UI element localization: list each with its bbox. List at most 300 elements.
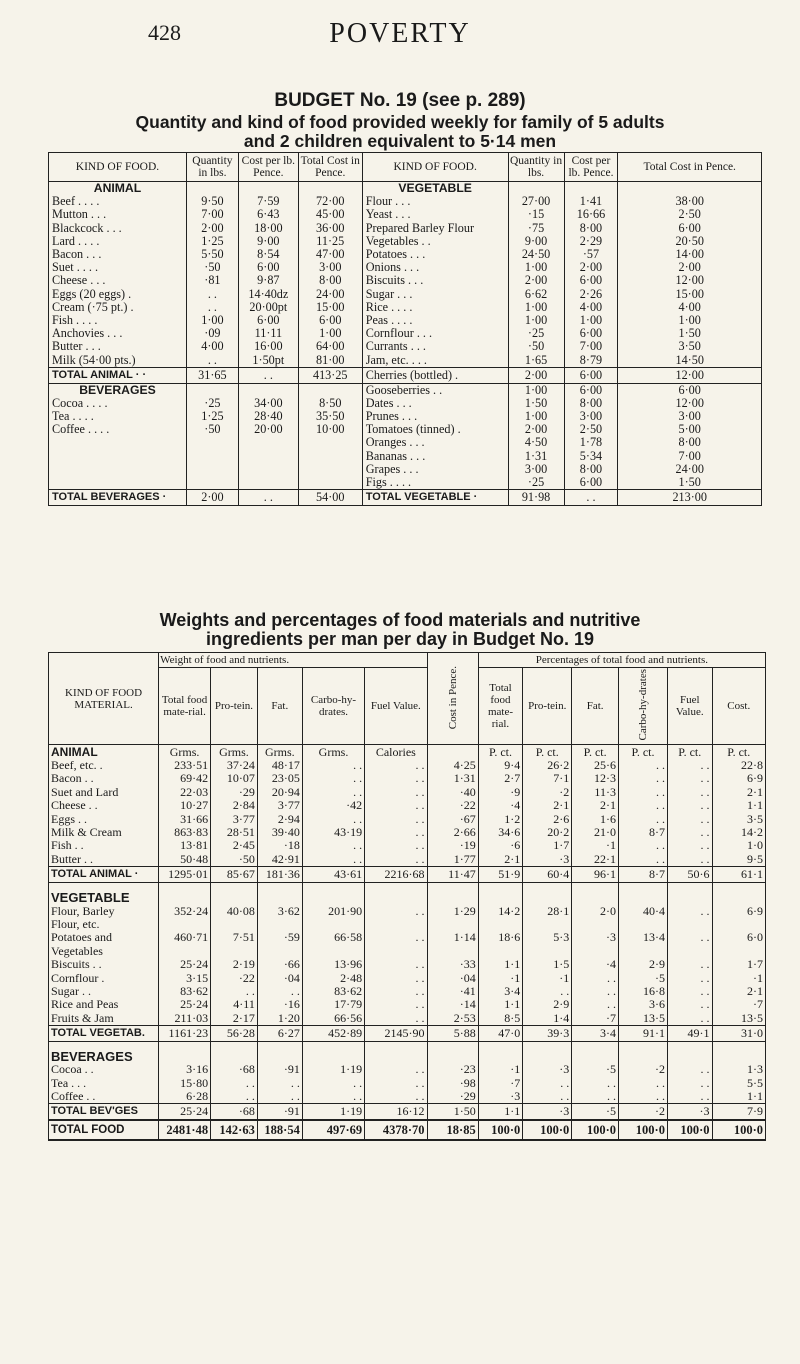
food-name: Figs . . . . (362, 476, 508, 490)
weights-spacer-cell (572, 883, 619, 892)
weights-pct-carbohydrates: 13·5 (618, 1012, 667, 1026)
budget-cost-per-lb (238, 436, 298, 449)
weights-pct-protein (523, 918, 572, 931)
budget-total-cost: 24·00 (618, 463, 762, 476)
weights-fuel-value: . . (365, 931, 427, 944)
weights-pct-carbohydrates: . . (618, 812, 667, 825)
weights-pct-total-food: 8·5 (478, 1012, 523, 1026)
budget-quantity: 2·00 (186, 490, 238, 506)
weights-pct-fat (572, 945, 619, 958)
budget-total-cost: 11·25 (298, 235, 362, 248)
weights-total-food (159, 1050, 211, 1063)
budget-row (49, 222, 762, 235)
weights-pct-fat: . . (572, 985, 619, 998)
weights-pct-fat: ·3 (572, 931, 619, 944)
budget-quantity: 1·31 (508, 450, 564, 463)
weights-pct-protein: . . (523, 1090, 572, 1104)
weights-pct-protein: 39·3 (523, 1025, 572, 1041)
weights-food-name: Suet and Lard (49, 786, 159, 799)
budget-cost-per-lb: 9·00 (238, 235, 298, 248)
budget-total-cost: 54·00 (298, 490, 362, 506)
weights-total-food: 25·24 (159, 958, 211, 971)
weights-pct-protein: ·3 (523, 853, 572, 867)
budget-cost-per-lb: 8·00 (564, 397, 618, 410)
weights-protein (211, 918, 258, 931)
weights-pct-protein: 2·9 (523, 998, 572, 1011)
food-name: Fish . . . . (49, 314, 187, 327)
weights-food-name: Fish . . (49, 839, 159, 852)
weights-pct-carbo-header (618, 668, 667, 745)
budget-total-cost: 47·00 (298, 248, 362, 261)
weights-spacer-cell (618, 1041, 667, 1050)
food-name: Peas . . . . (362, 314, 508, 327)
budget-cost-per-lb (238, 383, 298, 397)
weights-spacer-cell (523, 1041, 572, 1050)
weights-pct-fuel-value (667, 1050, 712, 1063)
weights-spacer-cell (478, 883, 523, 892)
weights-spacer-cell (257, 1041, 302, 1050)
weights-cost-pence: 2·53 (427, 1012, 478, 1026)
weights-total-food: 69·42 (159, 772, 211, 785)
weights-spacer-row (49, 1041, 766, 1050)
weights-cost-pence: 1·50 (427, 1104, 478, 1121)
weights-pct-fat: 2·0 (572, 904, 619, 917)
weights-pct-total-food: 47·0 (478, 1025, 523, 1041)
weights-fuel-value: . . (365, 786, 427, 799)
weights-pct-cost: 2·1 (712, 985, 766, 998)
budget-total-cost: 81·00 (298, 353, 362, 367)
weights-pct-carbohydrates: . . (618, 786, 667, 799)
budget-total-cost: 10·00 (298, 423, 362, 436)
weights-fuel-value: . . (365, 1077, 427, 1090)
weights-spacer-cell (712, 1041, 766, 1050)
budget-cost-per-lb: . . (238, 367, 298, 383)
weights-row (49, 853, 766, 867)
weights-pct-carbohydrates: . . (618, 799, 667, 812)
weights-pct-fat: 2·1 (572, 799, 619, 812)
weights-row (49, 839, 766, 852)
weights-pct-fat: ·5 (572, 1063, 619, 1076)
budget-total-cost (298, 383, 362, 397)
weights-protein: 2·84 (211, 799, 258, 812)
weights-spacer-cell (667, 1041, 712, 1050)
food-name: Blackcock . . . (49, 222, 187, 235)
weights-pct-fuel-header: Fuel Value. (667, 668, 712, 745)
food-name (49, 436, 187, 449)
budget-cost-per-lb: 6·00 (238, 314, 298, 327)
weights-cost-pence: 18·85 (427, 1120, 478, 1140)
weights-fat: ·59 (257, 931, 302, 944)
food-name: Rice . . . . (362, 301, 508, 314)
budget-cost-per-lb: 1·41 (564, 195, 618, 208)
budget-quantity: ·15 (508, 208, 564, 221)
weights-fuel-value: . . (365, 772, 427, 785)
budget-total-cost: 3·00 (618, 410, 762, 423)
weights-pct-carbohydrates: ·2 (618, 1104, 667, 1121)
weights-pct-protein: 2·1 (523, 799, 572, 812)
budget-cost-header: Cost per lb. Pence. (238, 153, 298, 182)
weights-pct-fat: P. ct. (572, 745, 619, 759)
weights-group-pct-header: Percentages of total food and nutrients. (478, 653, 765, 668)
weights-carbohydrates: . . (302, 786, 364, 799)
weights-title-line2: ingredients per man per day in Budget No. 19 (205, 629, 595, 649)
budget-quantity: 91·98 (508, 490, 564, 506)
budget-cost-per-lb: ·57 (564, 248, 618, 261)
weights-fuel-value (365, 918, 427, 931)
weights-total-food: 1161·23 (159, 1025, 211, 1041)
weights-total-row (49, 1025, 766, 1041)
weights-total-food: 13·81 (159, 839, 211, 852)
budget-row (49, 248, 762, 261)
weights-cost-pence: ·04 (427, 971, 478, 984)
weights-cost-pence (427, 891, 478, 904)
weights-cost-pence: ·23 (427, 1063, 478, 1076)
food-name: Cream (·75 pt.) . (49, 301, 187, 314)
weights-pct-carbohydrates: 2·9 (618, 958, 667, 971)
weights-protein: 85·67 (211, 867, 258, 883)
weights-cost-pence: 1·77 (427, 853, 478, 867)
weights-pct-protein: 20·2 (523, 826, 572, 839)
weights-row (49, 799, 766, 812)
weights-pct-protein: 60·4 (523, 867, 572, 883)
weights-group-header-row (49, 653, 766, 668)
weights-pct-total-food: 9·4 (478, 759, 523, 772)
weights-category-row (49, 745, 766, 759)
weights-pct-cost (712, 945, 766, 958)
budget-quantity (186, 476, 238, 490)
budget-cost-per-lb: 6·00 (564, 274, 618, 287)
budget-row (49, 476, 762, 490)
budget-quantity: 24·50 (508, 248, 564, 261)
budget-category-label: ANIMAL (49, 182, 187, 196)
budget-kind-header: KIND OF FOOD. (49, 153, 187, 182)
weights-protein (211, 891, 258, 904)
weights-pct-fat: ·4 (572, 958, 619, 971)
weights-pct-total-food: ·3 (478, 1090, 523, 1104)
budget-cost-per-lb: 16·66 (564, 208, 618, 221)
budget-total-cost: 64·00 (298, 340, 362, 353)
weights-pct-carbohydrates: 100·0 (618, 1120, 667, 1140)
weights-carbo-header: Carbo-hy-drates. (302, 668, 364, 745)
weights-pct-carbohydrates: . . (618, 1077, 667, 1090)
weights-cost-pence: ·22 (427, 799, 478, 812)
budget-total-cost: 12·00 (618, 367, 762, 383)
weights-pct-protein: . . (523, 985, 572, 998)
weights-pct-protein: . . (523, 1077, 572, 1090)
weights-pct-fuel-value: . . (667, 853, 712, 867)
weights-food-name: Beef, etc. . (49, 759, 159, 772)
weights-pct-cost: ·1 (712, 971, 766, 984)
weights-food-name: Eggs . . (49, 812, 159, 825)
weights-fuel-value: . . (365, 985, 427, 998)
budget-quantity: ·25 (508, 327, 564, 340)
food-name: Anchovies . . . (49, 327, 187, 340)
weights-fat: 20·94 (257, 786, 302, 799)
weights-pct-fuel-value: . . (667, 985, 712, 998)
weights-fuel-value: . . (365, 759, 427, 772)
weights-food-name: Cheese . . (49, 799, 159, 812)
weights-row (49, 904, 766, 917)
weights-pct-carbohydrates: 3·6 (618, 998, 667, 1011)
budget-row (49, 423, 762, 436)
weights-food-name: ANIMAL (49, 745, 159, 759)
weights-carbohydrates: 43·19 (302, 826, 364, 839)
weights-pct-fat: . . (572, 998, 619, 1011)
budget-total-cost: 15·00 (298, 301, 362, 314)
budget-cost-per-lb: 18·00 (238, 222, 298, 235)
weights-spacer-cell (159, 883, 211, 892)
weights-row (49, 918, 766, 931)
weights-protein: 28·51 (211, 826, 258, 839)
budget-row (49, 182, 762, 196)
budget-total-cost: 12·00 (618, 397, 762, 410)
budget-cost-per-lb: 6·00 (564, 476, 618, 490)
weights-pct-protein: 5·3 (523, 931, 572, 944)
weights-protein: 3·77 (211, 812, 258, 825)
weights-category-row (49, 1050, 766, 1063)
weights-pct-fuel-value: . . (667, 904, 712, 917)
weights-total-food: 2481·48 (159, 1120, 211, 1140)
budget-cost-per-lb: 8·00 (564, 463, 618, 476)
budget-total-cost: 20·50 (618, 235, 762, 248)
budget-quantity: 5·50 (186, 248, 238, 261)
budget-cost-per-lb (238, 182, 298, 196)
budget-total-cost: 213·00 (618, 490, 762, 506)
budget-quantity: . . (186, 353, 238, 367)
budget-cost-per-lb (238, 463, 298, 476)
weights-row (49, 1090, 766, 1104)
weights-cost-pence: ·19 (427, 839, 478, 852)
weights-food-name: TOTAL ANIMAL · (49, 867, 159, 883)
weights-spacer-cell (712, 883, 766, 892)
budget-quantity (186, 383, 238, 397)
weights-pct-fuel-value: . . (667, 772, 712, 785)
food-name: Milk (54·00 pts.) (49, 353, 187, 367)
weights-protein: 2·17 (211, 1012, 258, 1026)
budget-row (49, 353, 762, 367)
food-name: Oranges . . . (362, 436, 508, 449)
budget-total-cost: 35·50 (298, 410, 362, 423)
weights-pct-total-food (478, 891, 523, 904)
weights-cost-pence: 4·25 (427, 759, 478, 772)
weights-food-name: Bacon . . (49, 772, 159, 785)
weights-total-food: 31·66 (159, 812, 211, 825)
budget-total-header: Total Cost in Pence. (298, 153, 362, 182)
weights-total-food: 863·83 (159, 826, 211, 839)
food-name: Dates . . . (362, 397, 508, 410)
budget-total-cost: 45·00 (298, 208, 362, 221)
weights-cost-pence: 5·88 (427, 1025, 478, 1041)
weights-pct-fuel-value: ·3 (667, 1104, 712, 1121)
weights-total-food: 22·03 (159, 786, 211, 799)
page-header (0, 14, 800, 54)
budget-cost-per-lb: 2·29 (564, 235, 618, 248)
weights-food-name: VEGETABLE (49, 891, 159, 904)
weights-food-name: TOTAL VEGETAB. (49, 1025, 159, 1041)
weights-spacer-cell (523, 883, 572, 892)
weights-food-name: Butter . . (49, 853, 159, 867)
budget-total-cost: 6·00 (298, 314, 362, 327)
weights-group-weight-header: Weight of food and nutrients. (159, 653, 427, 668)
budget-quantity: 1·00 (508, 261, 564, 274)
weights-pct-cost: 1·3 (712, 1063, 766, 1076)
weights-title-line1: Weights and percentages of food materials and nutritive (159, 610, 641, 630)
weights-fat (257, 1050, 302, 1063)
weights-pct-cost-header: Cost. (712, 668, 766, 745)
weights-fuel-value: 16·12 (365, 1104, 427, 1121)
weights-protein: 2·19 (211, 958, 258, 971)
budget-cost-per-lb: 5·34 (564, 450, 618, 463)
weights-pct-fuel-value: . . (667, 826, 712, 839)
weights-carbohydrates (302, 945, 364, 958)
weights-total-food: 3·16 (159, 1063, 211, 1076)
weights-food-name: BEVERAGES (49, 1050, 159, 1063)
budget-cost-per-lb: 1·50pt (238, 353, 298, 367)
budget-quantity: 4·00 (186, 340, 238, 353)
weights-pct-total-food: 51·9 (478, 867, 523, 883)
weights-pct-fuel-value: . . (667, 971, 712, 984)
weights-spacer-cell (478, 1041, 523, 1050)
food-name: Mutton . . . (49, 208, 187, 221)
food-name: Potatoes . . . (362, 248, 508, 261)
weights-cost-pence (427, 918, 478, 931)
budget-quantity: 2·00 (508, 367, 564, 383)
weights-carbohydrates: . . (302, 772, 364, 785)
food-name (49, 476, 187, 490)
budget-quantity: 1·50 (508, 397, 564, 410)
weights-cost-pence-header (427, 653, 478, 745)
weights-pct-fat: . . (572, 971, 619, 984)
weights-pct-protein: 28·1 (523, 904, 572, 917)
budget-cost-per-lb: 9·87 (238, 274, 298, 287)
weights-pct-total-food: ·1 (478, 1063, 523, 1076)
food-name: Jam, etc. . . . (362, 353, 508, 367)
weights-row (49, 958, 766, 971)
budget-row (49, 436, 762, 449)
weights-total-food: 25·24 (159, 1104, 211, 1121)
weights-pct-protein: 1·7 (523, 839, 572, 852)
weights-carbohydrates: . . (302, 759, 364, 772)
budget-cost-per-lb: 11·11 (238, 327, 298, 340)
weights-fat (257, 891, 302, 904)
weights-carbohydrates (302, 918, 364, 931)
budget-total-cost: 12·00 (618, 274, 762, 287)
weights-pct-carbohydrates: 40·4 (618, 904, 667, 917)
food-name: Bacon . . . (49, 248, 187, 261)
weights-spacer-cell (257, 883, 302, 892)
weights-pct-cost: 3·5 (712, 812, 766, 825)
food-name: Biscuits . . . (362, 274, 508, 287)
weights-pct-carbohydrates: . . (618, 853, 667, 867)
weights-pct-carbohydrates: 13·4 (618, 931, 667, 944)
budget-cost-per-lb: 2·00 (564, 261, 618, 274)
budget-table (48, 152, 762, 506)
food-name: Lard . . . . (49, 235, 187, 248)
weights-pct-cost: 31·0 (712, 1025, 766, 1041)
budget-total-cost: 3·50 (618, 340, 762, 353)
budget-cost-per-lb: 8·79 (564, 353, 618, 367)
weights-pct-fat: 25·6 (572, 759, 619, 772)
food-name: Yeast . . . (362, 208, 508, 221)
weights-fuel-value: 2145·90 (365, 1025, 427, 1041)
weights-pct-fuel-value (667, 945, 712, 958)
budget-total-cost: 2·00 (618, 261, 762, 274)
weights-spacer-cell (572, 1041, 619, 1050)
weights-fat: 23·05 (257, 772, 302, 785)
budget-quantity: 27·00 (508, 195, 564, 208)
weights-fuel-value: . . (365, 1063, 427, 1076)
budget-quantity: 1·00 (508, 314, 564, 327)
budget-cost-per-lb (238, 450, 298, 463)
weights-carbohydrates: 17·79 (302, 998, 364, 1011)
budget-total-cost: 3·00 (298, 261, 362, 274)
weights-fat: 181·36 (257, 867, 302, 883)
food-name: Cheese . . . (49, 274, 187, 287)
budget-cost-per-lb: 6·00 (564, 367, 618, 383)
budget-row (49, 301, 762, 314)
weights-pct-cost: 5·5 (712, 1077, 766, 1090)
budget-quantity: 1·00 (508, 383, 564, 397)
weights-pct-carbohydrates: . . (618, 759, 667, 772)
weights-total-header: Total food mate-rial. (159, 668, 211, 745)
food-name: Gooseberries . . (362, 383, 508, 397)
budget-quantity: 1·65 (508, 353, 564, 367)
weights-cost-pence: 1·29 (427, 904, 478, 917)
weights-total-food (159, 945, 211, 958)
weights-carbohydrates (302, 891, 364, 904)
budget-quantity: 9·00 (508, 235, 564, 248)
weights-total-food: 15·80 (159, 1077, 211, 1090)
weights-row (49, 985, 766, 998)
weights-pct-cost (712, 1050, 766, 1063)
weights-pct-fat: 22·1 (572, 853, 619, 867)
weights-spacer-row (49, 883, 766, 892)
weights-pct-fuel-value: . . (667, 998, 712, 1011)
budget-quantity-header: Quantity in lbs. (186, 153, 238, 182)
budget-total-cost (298, 182, 362, 196)
weights-total-food: 211·03 (159, 1012, 211, 1026)
budget-total-cost: 8·50 (298, 397, 362, 410)
weights-pct-total-food: 1·1 (478, 998, 523, 1011)
weights-total-food: 460·71 (159, 931, 211, 944)
budget-cost-header-right: Cost per lb. Pence. (564, 153, 618, 182)
budget-cost-per-lb: 8·54 (238, 248, 298, 261)
weights-protein: ·29 (211, 786, 258, 799)
weights-protein: 40·08 (211, 904, 258, 917)
weights-fat: ·16 (257, 998, 302, 1011)
food-name: Tea . . . . (49, 410, 187, 423)
weights-pct-fat (572, 1050, 619, 1063)
weights-pct-total-food (478, 1050, 523, 1063)
weights-carbohydrates: 13·96 (302, 958, 364, 971)
weights-grand-total-row (49, 1120, 766, 1140)
budget-quantity: ·09 (186, 327, 238, 340)
budget-cost-per-lb: 1·00 (564, 314, 618, 327)
budget-row (49, 314, 762, 327)
weights-pct-total-food: ·4 (478, 799, 523, 812)
food-name (49, 463, 187, 476)
budget-quantity: 6·62 (508, 288, 564, 301)
weights-pct-total-food (478, 918, 523, 931)
weights-fuel-value: . . (365, 826, 427, 839)
weights-food-name: Coffee . . (49, 1090, 159, 1104)
budget-quantity: 3·00 (508, 463, 564, 476)
weights-kind-header: KIND OF FOOD MATERIAL. (49, 653, 159, 745)
weights-fuel-value: . . (365, 839, 427, 852)
weights-pct-protein: 7·1 (523, 772, 572, 785)
weights-row (49, 772, 766, 785)
weights-protein (211, 945, 258, 958)
